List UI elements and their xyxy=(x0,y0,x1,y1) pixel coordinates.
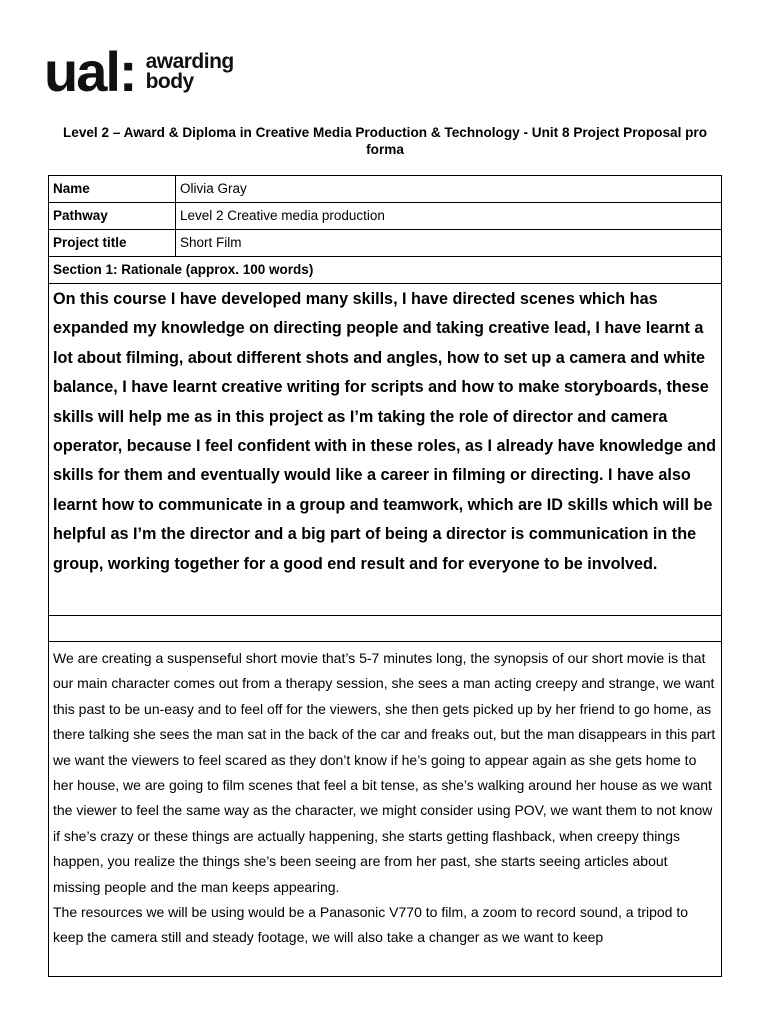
pathway-label: Pathway xyxy=(49,203,176,230)
project-description xyxy=(49,642,722,977)
name-row xyxy=(49,176,722,203)
section2-body-row xyxy=(49,642,722,977)
logo-line-1: awarding xyxy=(145,50,234,73)
project-title-label: Project title xyxy=(49,230,176,257)
document-title: Level 2 – Award & Diploma in Creative Media Production & Technology - Unit 8 Project Proposal pro forma xyxy=(62,125,708,157)
pathway-row xyxy=(49,203,722,230)
pathway-value: Level 2 Creative media production xyxy=(176,203,722,230)
logo-wordmark xyxy=(146,52,234,92)
rationale-text: On this course I have developed many skills, I have directed scenes which has expanded my knowledge on directing people and taking creative lead, I have learnt a lot about filming, about different shots and angles, how to set up a camera and white balance, I have learnt creative writing for scripts and how to make storyboards, these skills will help me as in this project as I’m taking the role of director and camera operator, because I feel confident with in these roles, as I already have knowledge and skills for them and eventually would like a career in filming or directing. I have also learnt how to communicate in a group and teamwork, which are ID skills which will be helpful as I’m the director and a big part of being a director is communication in the group, working together for a good end result and for everyone to be involved. xyxy=(49,284,722,616)
project-title-row xyxy=(49,230,722,257)
project-title-value: Short Film xyxy=(176,230,722,257)
ual-logo xyxy=(44,40,234,103)
description-paragraph-1: We are creating a suspenseful short movie that’s 5-7 minutes long, the synopsis of our short movie is that our main character comes out from a therapy session, she sees a man acting creepy and strange, we want this past to be un-easy and to feel off for the viewers, she then gets picked up by her friend to go home, as there talking she sees the man sat in the back of the car and freaks out, but the man disappears in this part we want the viewers to feel scared as they don’t know if he’s going to appear again as she gets home to her house, we are going to film scenes that feel a bit tense, as she’s walking around her house as we want the viewer to feel the same way as the character, we might consider using POV, we want them to not know if she’s crazy or these things are actually happening, she starts getting flashback, when creepy things happen, you realize the things she’s been seeing are from her past, she starts seeing articles about missing people and the man keeps appearing. xyxy=(53,650,716,895)
proposal-form xyxy=(48,175,722,977)
logo-mark: ual: xyxy=(44,40,136,103)
logo-line-2: body xyxy=(145,70,194,93)
section1-body-row xyxy=(49,284,722,616)
section2-heading xyxy=(49,616,722,642)
section1-heading-row xyxy=(49,257,722,284)
section2-heading-row xyxy=(49,616,722,642)
name-label: Name xyxy=(49,176,176,203)
name-value: Olivia Gray xyxy=(176,176,722,203)
description-paragraph-2: The resources we will be using would be a Panasonic V770 to film, a zoom to record sound, a tripod to keep the camera still and steady footage, we will also take a changer as we want to keep xyxy=(53,904,689,946)
section1-heading: Section 1: Rationale (approx. 100 words) xyxy=(49,257,722,284)
